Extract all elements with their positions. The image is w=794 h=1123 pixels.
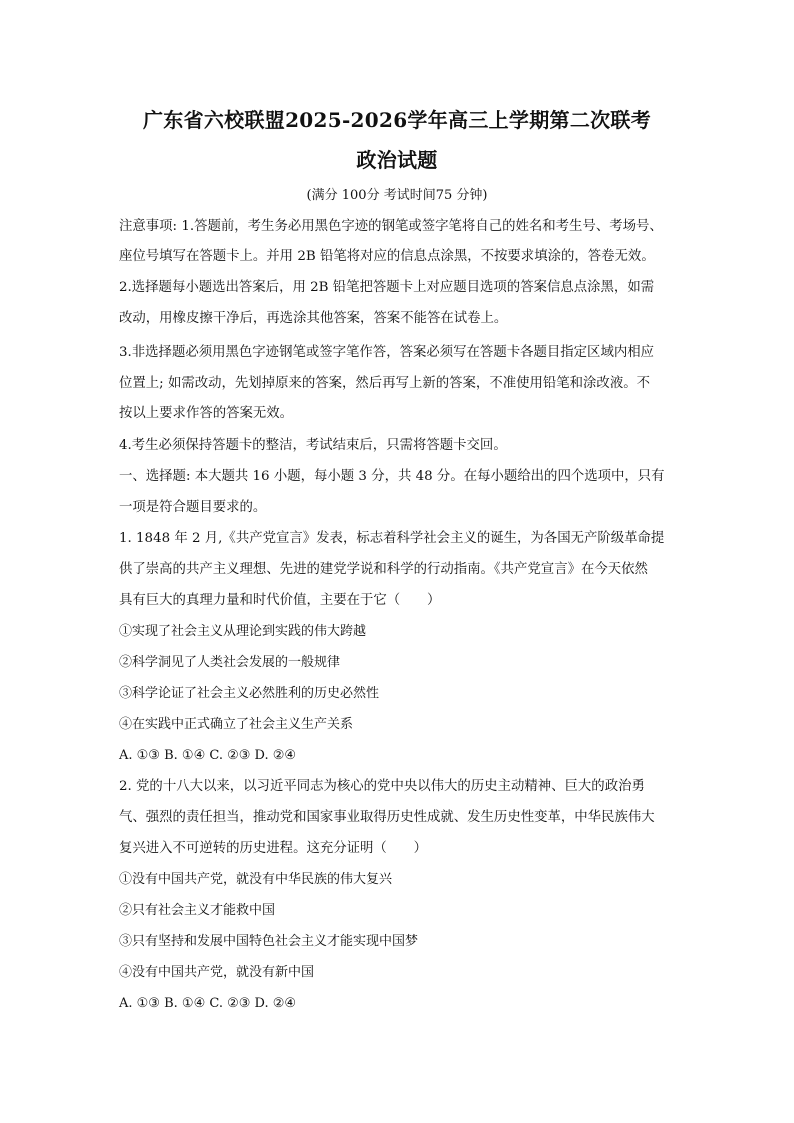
notes-line-1: 注意事项: 1.答题前，考生务必用黑色字迹的钢笔或签字笔将自己的姓名和考生号、考场号、 [119,219,663,234]
notes-line-6: 位置上; 如需改动，先划掉原来的答案，然后再写上新的答案，不准使用铅笔和涂改液。不 [119,376,650,391]
subject-title: 政治试题 [356,148,438,172]
q1-stem-line-2: 供了崇高的共产主义理想、先进的建党学说和科学的行动指南。《共产党宣言》在今天依然 [119,562,648,577]
section-heading-line-2: 一项是符合题目要求的。 [119,500,267,515]
q2-statement-2: ②只有社会主义才能救中国 [119,903,276,918]
q2-stem-line-1: 2. 党的十八大以来，以习近平同志为核心的党中央以伟大的历史主动精神、巨大的政治勇 [119,779,645,794]
q1-statement-1: ①实现了社会主义从理论到实践的伟大跨越 [119,624,367,639]
q1-statement-3: ③科学论证了社会主义必然胜利的历史必然性 [119,686,380,701]
notes-line-5: 3.非选择题必须用黑色字迹钢笔或签字笔作答，答案必须写在答题卡各题目指定区域内相应 [119,345,655,360]
q1-statement-4: ④在实践中正式确立了社会主义生产关系 [119,717,354,732]
notes-line-8: 4.考生必须保持答题卡的整洁，考试结束后，只需将答题卡交回。 [119,438,507,453]
q1-stem-line-3: 具有巨大的真理力量和时代价值，主要在于它（ ） [119,593,441,608]
notes-line-7: 按以上要求作答的答案无效。 [119,406,294,421]
exam-info: (满分 100分 考试时间75 分钟) [306,188,488,203]
q2-options: A. ①③ B. ①④ C. ②③ D. ②④ [119,996,297,1011]
notes-line-3: 2.选择题每小题选出答案后，用 2B 铅笔把答题卡上对应题目选项的答案信息点涂黑，如需 [119,280,655,295]
q2-statement-3: ③只有坚持和发展中国特色社会主义才能实现中国梦 [119,934,419,949]
q1-statement-2: ②科学洞见了人类社会发展的一般规律 [119,655,341,670]
q1-options: A. ①③ B. ①④ C. ②③ D. ②④ [119,748,297,763]
q2-stem-line-2: 气、强烈的责任担当，推动党和国家事业取得历史性成就、发生历史性变革，中华民族伟大 [119,810,655,825]
notes-line-2: 座位号填写在答题卡上。并用 2B 铅笔将对应的信息点涂黑，不按要求填涂的，答卷无效。 [119,249,655,264]
q1-stem-line-1: 1. 1848 年 2 月,《共产党宣言》发表，标志着科学社会主义的诞生，为各国无产阶级革命提 [119,531,665,546]
q2-stem-line-3: 复兴进入不可逆转的历史进程。这充分证明（ ） [119,841,427,856]
q2-statement-1: ①没有中国共产党，就没有中华民族的伟大复兴 [119,872,393,887]
q2-statement-4: ④没有中国共产党，就没有新中国 [119,965,315,980]
exam-title: 广东省六校联盟2025-2026学年高三上学期第二次联考 [142,108,652,132]
notes-line-4: 改动，用橡皮擦干净后，再选涂其他答案，答案不能答在试卷上。 [119,311,508,326]
section-heading-line-1: 一、选择题: 本大题共 16 小题，每小题 3 分，共 48 分。在每小题给出的四个选项中，只有 [119,469,665,484]
